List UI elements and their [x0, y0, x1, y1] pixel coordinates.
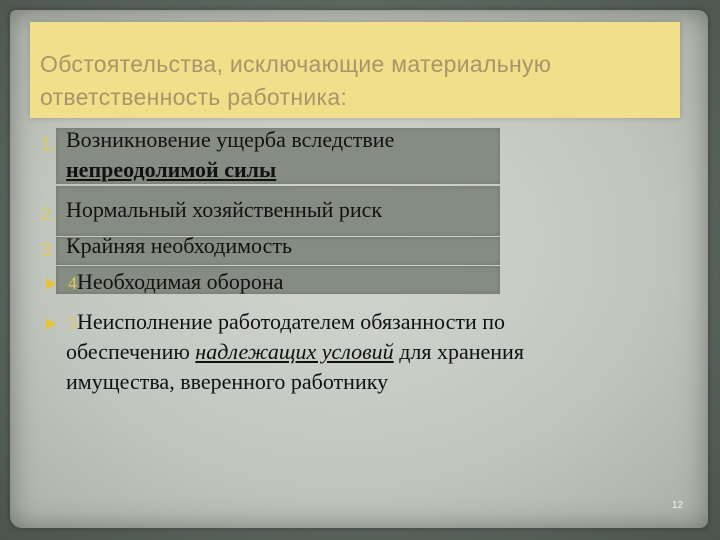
item-number-5: 5: [68, 313, 77, 333]
item-5-line-2b: для хранения: [393, 339, 524, 364]
bullet-arrow-icon: [46, 278, 56, 290]
slide-title: Обстоятельства, исключающие материальную ответственность работника:: [40, 51, 552, 110]
slide-number: 12: [672, 500, 684, 511]
bullet-arrow-icon: [46, 318, 56, 330]
item-number-1: 1.: [40, 134, 56, 154]
item-5-emphasis: надлежащих условий: [195, 339, 394, 364]
item-number-3: 3.: [40, 240, 56, 260]
item-1-line-1: Возникновение ущерба вследствие: [66, 127, 395, 152]
item-3-text: Крайняя необходимость: [66, 233, 292, 258]
item-4-text: Необходимая оборона: [77, 269, 284, 294]
item-5-line-3: имущества, вверенного работнику: [66, 369, 389, 394]
item-5-line-2a: обеспечению: [66, 339, 196, 364]
item-5-line-1: Неисполнение работодателем обязанности по: [77, 309, 506, 334]
title-box: [30, 22, 680, 118]
item-number-4: 4: [68, 273, 77, 293]
item-1-emphasis: непреодолимой силы: [66, 157, 277, 182]
item-number-2: 2.: [40, 204, 56, 224]
item-2-text: Нормальный хозяйственный риск: [66, 197, 383, 222]
